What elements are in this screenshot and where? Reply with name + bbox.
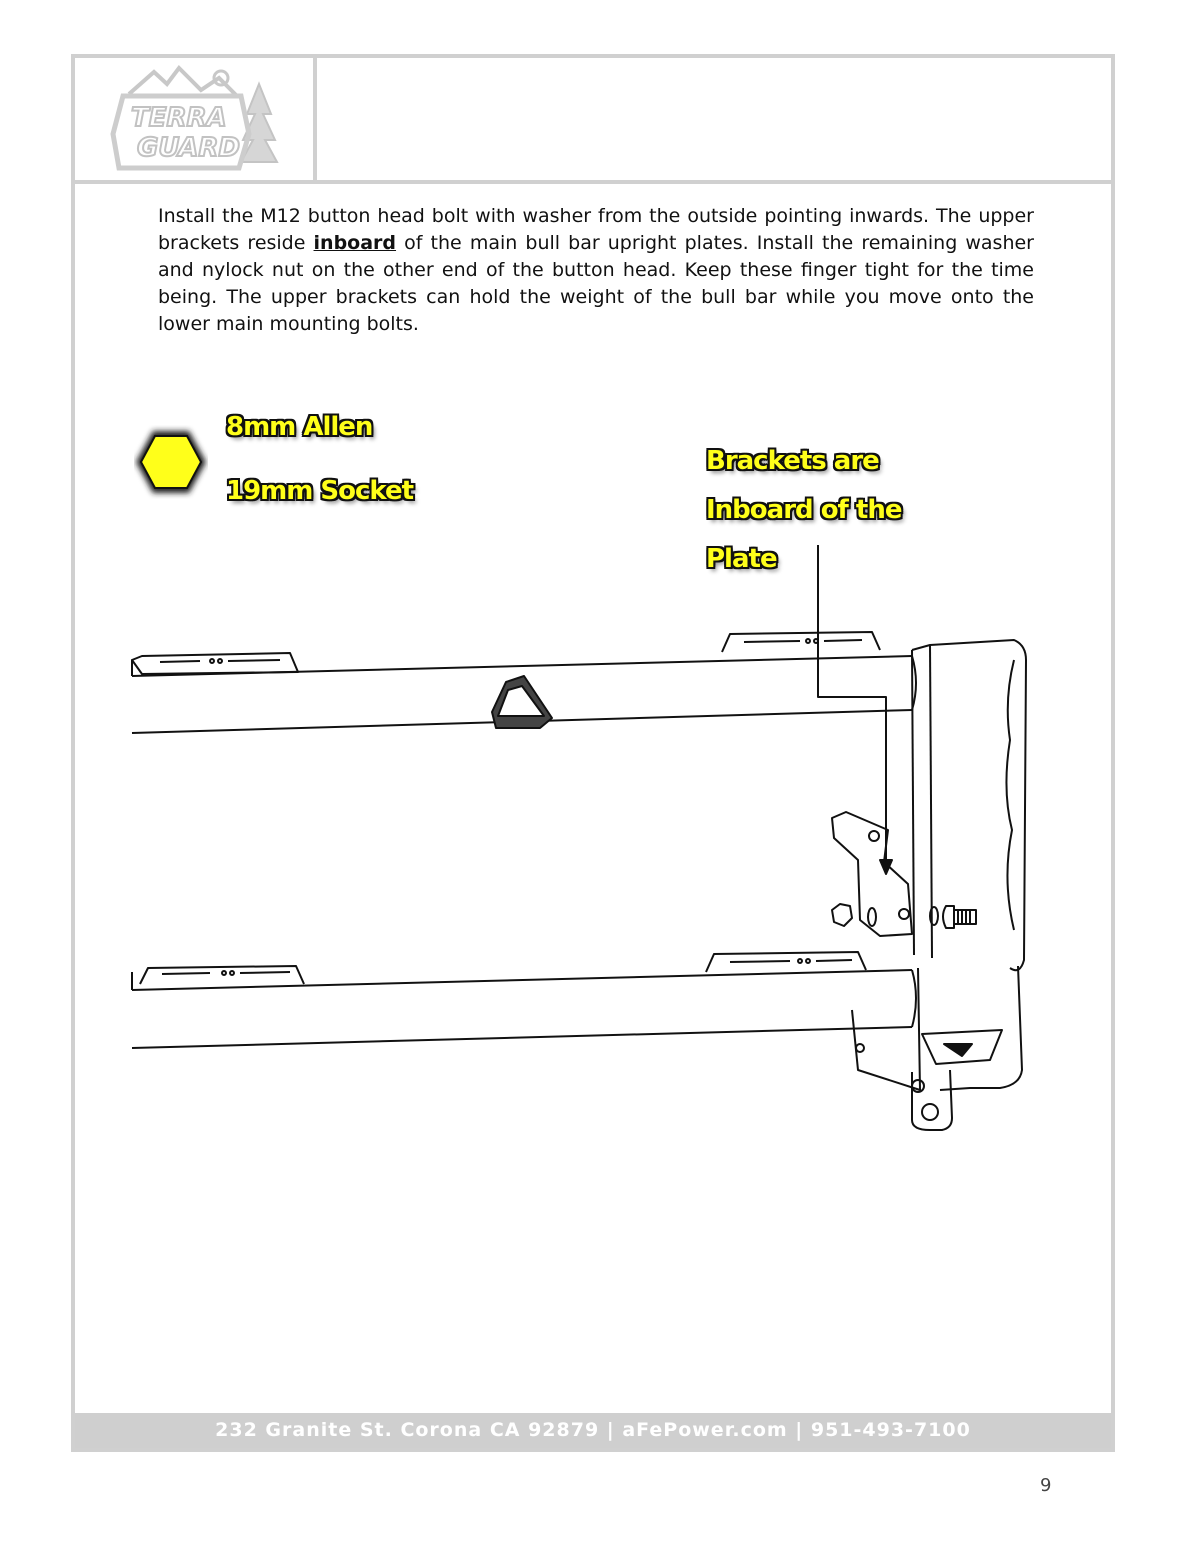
hex-socket-icon [134, 425, 208, 499]
terra-guard-logo [109, 64, 284, 174]
bull-bar-assembly-drawing [120, 540, 1050, 1140]
tool-label-allen: 8mm Allen [226, 412, 373, 442]
callout-line3: Plate [706, 544, 777, 574]
logo-text-line2: GUARD [137, 133, 241, 163]
tool-label-socket: 19mm Socket [226, 476, 414, 506]
instructions-part1: Install the M12 button head bolt with washer from the outside pointing inwards. The upper brackets reside [158, 205, 1034, 254]
logo-cell [75, 58, 317, 180]
logo-text-line1: TERRA [131, 103, 227, 133]
page-number: 9 [1040, 1475, 1052, 1496]
instructions-emphasis: inboard [313, 232, 397, 254]
header-row [75, 58, 1111, 184]
instructions-paragraph [158, 203, 1034, 338]
instructions-part2: of the main bull bar upright plates. Install the remaining washer and nylock nut on the other end of the button head. Keep these finger tight for the time being. The upper brackets can hold the weight of the bull bar while you move onto the lower main mounting bolts. [158, 232, 1034, 335]
callout-line1: Brackets are [706, 446, 879, 476]
callout-line2: Inboard of the [706, 495, 902, 525]
footer-bar [75, 1413, 1111, 1448]
footer-contact: 232 Granite St. Corona CA 92879 | aFePower.com | 951-493-7100 [215, 1419, 971, 1441]
